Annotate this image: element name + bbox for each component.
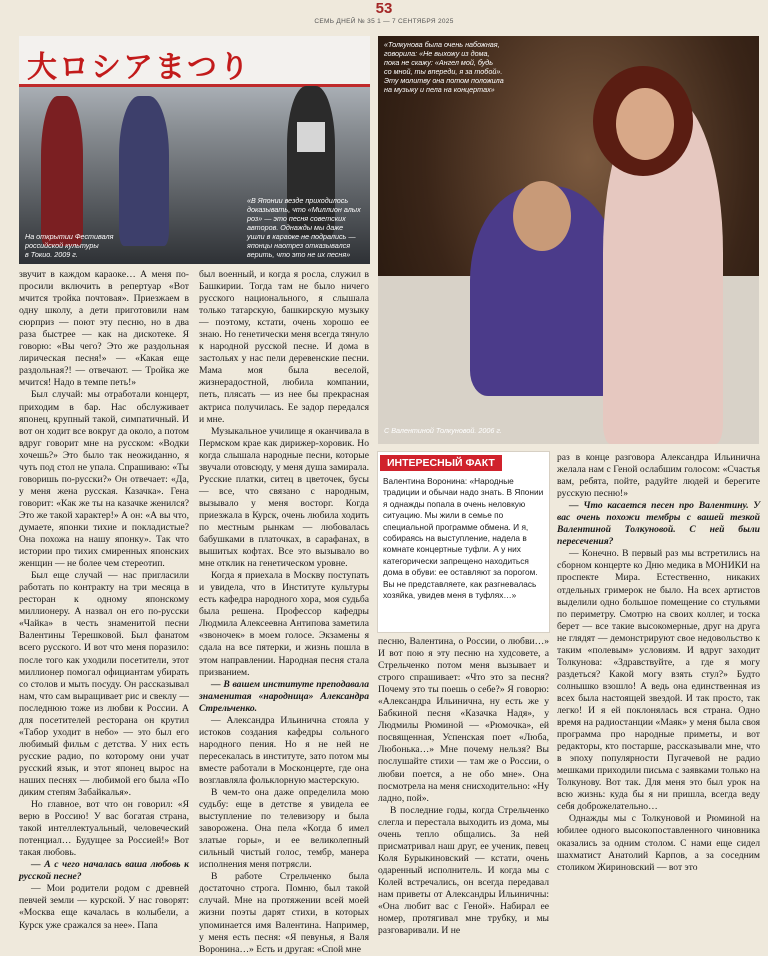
article-column-3 [378, 636, 549, 939]
paragraph: В работе Стрельченко была достаточно строга. Помню, был такой случай. Мне на протяжении всей моей жизни поэты дарят стихи, в которых упоминается имя Валентина. Например, у меня есть песня: «Я певунья, я Валя Воронина…» Есть и другая: «Спой мне [199, 871, 369, 955]
banner-text: 大ロシアまつり [27, 50, 251, 85]
paragraph: Но главное, вот что он говорил: «Я верю в Россию! У вас богатая страна, такой интеллектуальный, человеческий потенциал… Будущее за Россией!» Вот такая любовь. [19, 799, 189, 859]
festival-photo [19, 36, 370, 264]
paragraph: Был еще случай — нас пригласили работать по контракту на три месяца в ресторан к одному японскому миллионеру. А назвал он его по-русски «Чайка» в честь знаменитой песни Валентины Терешковой. Был фанатом всего русского. И вот что меня поразило: после того как уходили посетители, этот миллионер помогал официантам убирать со столов и мыть посуду. Он рассказывал нам, что сам выращивает рис и свеклу — последнюю тоже из любви к России. А для посетителей ресторана он крутил «Табор уходит в небо» — это был его любимый фильм с детства. У них есть русские радио, по которому они учат русский язык, и этот японец вырос на наших песнях — любимой его была «По диким степям Забайкалья». [19, 570, 189, 799]
caption-tolkunova: С Валентиной Толкуновой. 2006 г. [384, 426, 502, 435]
article-column-4 [557, 452, 760, 939]
paragraph: — Мои родители родом с древней певчей земли — курской. У нас говорят: «Москва еще качалась в колыбели, а Курск уже сражался за нее». Папа [19, 883, 189, 931]
paragraph: — Конечно. В первый раз мы встретились на сборном концерте ко Дню медика в МОНИКИ на проспекте Мира. Естественно, никаких отдельных гримерок не было. На всех артистов выделили одно большое помещение со стульями по периметру. Смотрю на своих коллег, и тоска берет — все такие высокомерные, друг на друга не глядят — демонстрируют свое недовольство к таким «полевым» условиям. И вдруг заходит Толкунова: «Здравствуйте, а где я могу раздеться? Какой могу взять стул?» Будто солнышко взошло! А ведь она единственная из всех была настоящей звездой. И так просто, так легко! И я ей поклонялась вся страна. Одно время на радиостанции «Маяк» у меня была своя программа про народные приметы, и вот редакторы, кто постарше, рассказывали мне, что в эпоху популярности Пугачевой не радио мешками приходили письма с заявками только на Толкунову. Вот так. Для меня это был урок на всю жизнь: куда бы я ни пришла, всегда веду себя доброжелательно… [557, 548, 760, 813]
tolkunova-photo [378, 36, 759, 444]
paragraph: В чем-то она даже определила мою судьбу: еще в детстве я увидела ее выступление по телевизору и была заворожена. Она пела «Когда б имел златые горы», и ее великолепный сильный чистый голос, тембр, манера исполнения меня потрясли. [199, 787, 369, 871]
paragraph: — Что касается песен про Валентину. У вас очень похожи тембры с вашей тезкой Валентиной Толкуновой. С ней были пересечения? [557, 500, 760, 548]
woman-seated-face [513, 181, 571, 251]
paragraph: звучит в каждом караоке… А меня по-просили включить в репертуар «Вот мчится тройка почтовая». Приезжаем в одну школу, а дети приготовили нам сюрприз — поют эту песню, но в два раза быстрее — как на дискотеке. Я говорю: «Вы чего? Это же раздольная лирическая песня!» — «Какая еще раздольная?! — отвечают. — Тройка же мчится! Надо в темпе петь!» [19, 269, 189, 389]
accordion [297, 122, 325, 152]
page-header [0, 0, 768, 40]
paragraph: был военный, и когда я росла, служил в Башкирии. Тогда там не было ничего русского национального, я слышала только татарскую, башкирскую музыку — поэтому, кстати, очень хорошо ее знаю. Но генетически меня всегда тянуло к народной русской песне. И дома в застольях у нас пели деревенские песни. Мама моя была веселой, жизнерадостной, любила компании, петь, плясать — из нее бы прекрасная актриса получилась. Ее задор передался и мне. [199, 269, 369, 425]
fact-text: Валентина Воронина: «Народные традиции и обычаи надо знать. В Японии я однажды попала в очень неловкую ситуацию. Мы жили в семье по специальной программе обмена. И я, собираясь на выступление, надела в комнате концертные туфли. А у них категорически запрещено находиться дома в обуви: ее оставляют за порогом. Вы не представляете, как разгневалась хозяйка, увидев меня в туфлях…» [383, 476, 544, 601]
interesting-fact-box [377, 451, 550, 633]
page-number: 53 [375, 0, 393, 17]
paragraph: Музыкальное училище я оканчивала в Пермском крае как дирижер-хоровик. Но когда слышала народные песни, которые звучали отовсюду, у меня душа замирала. Русские платки, ситец в цветочек, бусы — все, что связано с народным, вызывало у меня восторг. Когда приезжала в Курск, очень любила ходить по местным рынкам — любовалась бабушками в платочках, в сарафанах, в вышитых кофтах. Все это вызывало во мне отклик на генетическом уровне. [199, 425, 369, 570]
paragraph: Когда я приехала в Москву поступать и увидела, что в Институте культуры есть кафедра народного хора, моя судьба была решена. Профессор кафедры Людмила Алексеевна Антипова заметила «звоночек» в моем голосе. Экзамены я сдала на все пятерки, и жизнь пошла в этом направлении. Народная песня стала призванием. [199, 570, 369, 678]
festival-banner [19, 36, 370, 87]
woman-standing-face [616, 88, 674, 160]
issue-line: СЕМЬ ДНЕЙ № 35 1 — 7 СЕНТЯБРЯ 2025 [314, 18, 454, 25]
caption-prayer-quote: «Толкунова была очень набожная, говорила: «Не выхожу из дома, пока не скажу: «Ангел мой, будь со мной, ты впереди, я за тобой». Эту молитву она потом положила на музыку и пела на концертах» [384, 40, 504, 94]
paragraph: — Александра Ильинична стояла у истоков создания кафедры сольного народного пения. Но я не ней не пересекалась в институте, зато потом мы вместе работали в Москонцерте, где она возглавляла фольклорную мастерскую. [199, 714, 369, 786]
caption-quote-japan: «В Японии везде приходилось доказывать, что «Миллион алых роз» — это песня советских авторов. Однажды мы даже ушли в караоке не подрались — японцы наотрез отказывался верить, что это не их песня» [247, 196, 361, 259]
article-column-2 [199, 269, 369, 955]
paragraph: Был случай: мы отработали концерт, приходим в бар. Нас обслуживает японец, крупный такой, симпатичный. И вот он ходит все вокруг да около, а потом вдруг говорит мне на русском: «Водки хочешь?» Это было так неожиданно, я чуть под стол не упала. Спрашиваю: «Ты говоришь по-русски?» Он отвечает: «Да, у меня жена русская. Казачка». Гена говорит: «Как же ты на казачке женился? Это же такой характер!» А он: «А вы что, думаете, японки тихие и покладистые? Она похожа на нашу японку». Так что истории про тихих смиренных японских женщин — не более чем стереотип. [19, 389, 189, 570]
paragraph: раз в конце разговора Александра Ильинична желала нам с Геной ослабшим голосом: «Счастья вам, ребята, пойте, радуйте людей и берегите русскую песню!» [557, 452, 760, 500]
article-column-1 [19, 269, 189, 939]
caption-festival: На открытии Фестиваля российской культуры в Токио. 2009 г. [25, 232, 114, 259]
paragraph: — В вашем институте преподавала знаменитая «народница» Александра Стрельченко. [199, 678, 369, 714]
paragraph: — А с чего началась ваша любовь к русской песне? [19, 859, 189, 883]
performer-figure-1 [41, 96, 83, 246]
paragraph: В последние годы, когда Стрельченко слегла и перестала выходить из дома, мы очень тепло общались. За ней присматривал наш друг, ее ученик, певец Коля Бурыкиновский — кстати, очень одаренный исполнитель. И когда мы с Колей встречались, он всегда передавал нам приветы от Александры Ильиничны: «Она любит вас с Геной». Набирал ее номер, протягивал мне трубку, и мы разговаривали. И не [378, 804, 549, 937]
paragraph: песню, Валентина, о России, о любви…» И вот пою я эту песню на худсовете, а Стрельченко потом меня вызывает и строго спрашивает: «Что это за песня? Почему это ты поешь о себе?» Я говорю: «Александра Ильинична, ну есть же у Бабкиной песня «Казачка Надя», у Людмилы Рюминой — «Рюмочка», ей посвященная, Успенская поет «Люба, Любонька…» Мне почему нельзя? Вы послушайте стихи — там же о России, о любви поется, а не обо мне». Она посмотрела на меня снисходительно: «Ну ладно, пой». [378, 636, 549, 804]
paragraph: Однажды мы с Толкуновой и Рюминой на юбилее одного высокопоставленного чиновника оказались за одним столом. С нами еще сидел шахматист Анатолий Карпов, а за соседним столиком Жириновский — вот это [557, 813, 760, 873]
fact-title: ИНТЕРЕСНЫЙ ФАКТ [380, 455, 502, 471]
performer-figure-2 [119, 96, 169, 246]
